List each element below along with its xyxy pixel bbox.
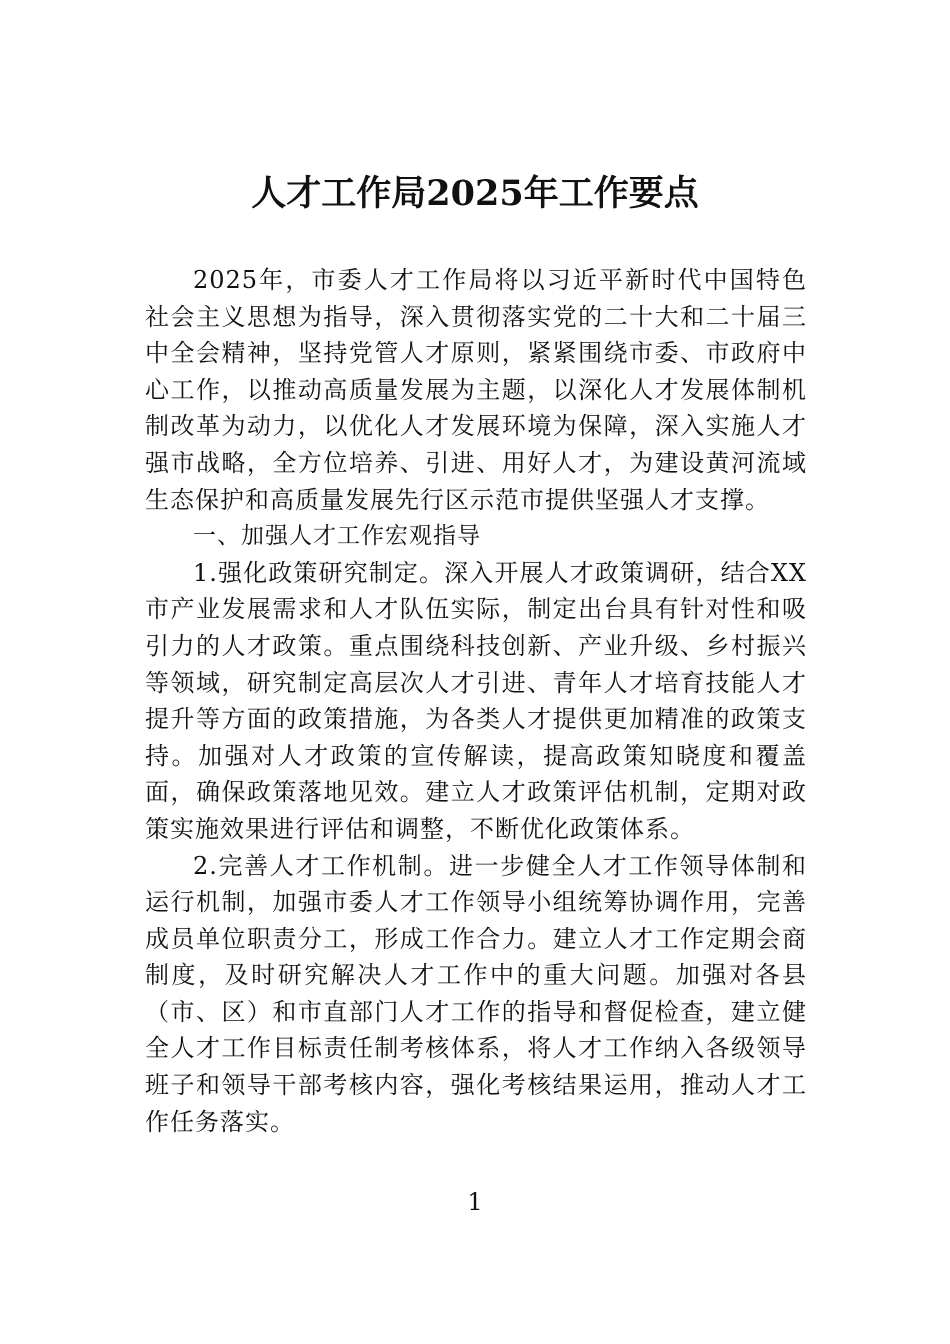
item-paragraph-1: 1.强化政策研究制定。深入开展人才政策调研，结合XX市产业发展需求和人才队伍实际，制定出台具有针对性和吸引力的人才政策。重点围绕科技创新、产业升级、乡村振兴等领域，研究制定高层次人才引进、青年人才培育技能人才提升等方面的政策措施，为各类人才提供更加精准的政策支持。加强对人才政策的宣传解读，提高政策知晓度和覆盖面，确保政策落地见效。建立人才政策评估机制，定期对政策实施效果进行评估和调整，不断优化政策体系。 <box>145 558 807 843</box>
item-paragraph-2: 2.完善人才工作机制。进一步健全人才工作领导体制和运行机制，加强市委人才工作领导小组统筹协调作用，完善成员单位职责分工，形成工作合力。建立人才工作定期会商制度，及时研究解决人才工作中的重大问题。加强对各县（市、区）和市直部门人才工作的指导和督促检查，建立健全人才工作目标责任制考核体系，将人才工作纳入各级领导班子和领导干部考核内容，强化考核结果运用，推动人才工作任务落实。 <box>145 851 807 1136</box>
page-number: 1 <box>467 1188 483 1216</box>
document-title: 人才工作局2025年工作要点 <box>251 173 699 214</box>
document-body <box>145 262 807 1140</box>
intro-paragraph: 2025年，市委人才工作局将以习近平新时代中国特色社会主义思想为指导，深入贯彻落实党的二十大和二十届三中全会精神，坚持党管人才原则，紧紧围绕市委、市政府中心工作，以推动高质量发展为主题，以深化人才发展体制机制改革为动力，以优化人才发展环境为保障，深入实施人才强市战略，全方位培养、引进、用好人才，为建设黄河流域生态保护和高质量发展先行区示范市提供坚强人才支撑。 <box>145 266 807 514</box>
section-heading-1: 一、加强人才工作宏观指导 <box>193 523 481 550</box>
